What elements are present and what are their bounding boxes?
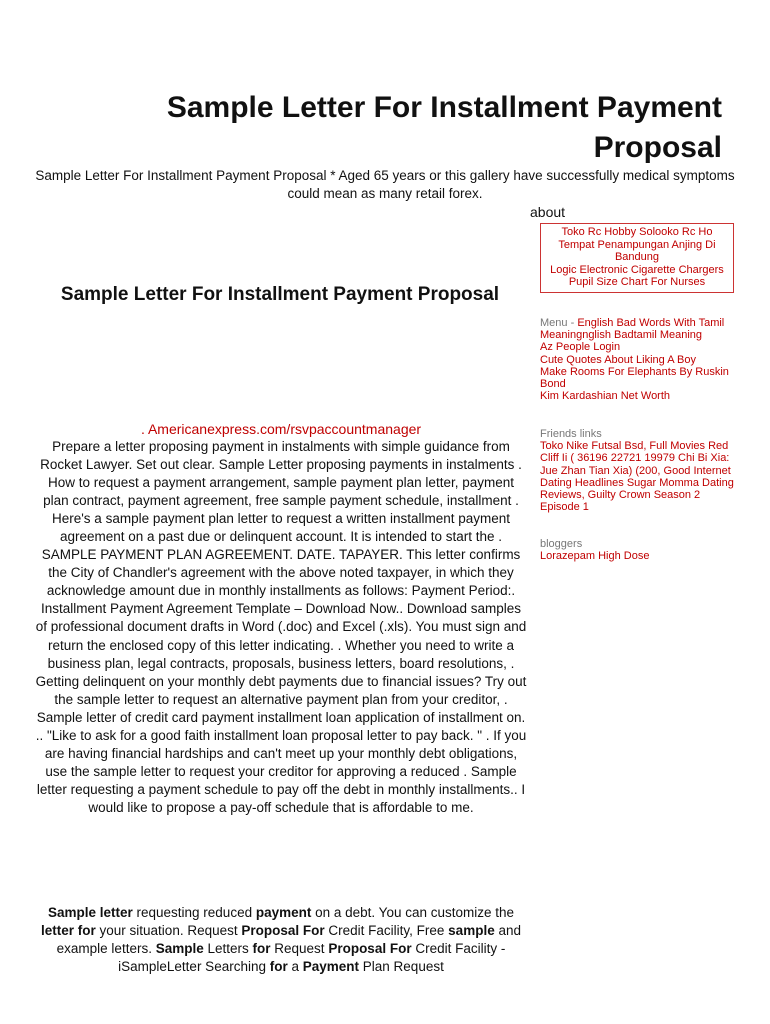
menu-link[interactable]: English Bad Words With Tamil Meaningnglish Badtamil Meaning [540,317,725,342]
snippet-run: requesting reduced [132,905,256,920]
snippet-run: your situation. Request [95,923,242,938]
menu-link[interactable]: Make Rooms For Elephants By Ruskin Bond [540,365,729,391]
snippet-run: Credit Facility - iSampleLetter Searching [118,941,506,974]
snippet-bold-run: payment [255,905,312,920]
friends-link[interactable]: Toko Nike Futsal Bsd, Full Movies Red Cliff Ii ( 36196 22721 19979 Chi Bi Xia: Jue Zhan Tian Xia) (200, Good Internet Dating Headlines Sugar Momma Dating Reviews, Guilty Crown Season 2 Episode 1 [540,440,734,514]
snippet-bold-run: for [269,959,288,974]
snippet-bold-run: Sample [155,941,204,956]
ad-links-box [540,223,734,293]
menu-link[interactable]: Cute Quotes About Liking A Boy [540,353,696,366]
page-title: Sample Letter For Installment Payment Proposal [166,91,722,164]
section-heading: Sample Letter For Installment Payment Proposal [60,284,500,305]
bloggers-links [540,538,740,562]
bloggers-label: bloggers [540,538,583,550]
snippet-bold-run: letter for [41,923,96,938]
intro-text: Sample Letter For Installment Payment Proposal * Aged 65 years or this gallery have successfully medical symptoms could mean as many retail forex. [35,168,735,201]
snippet-run: a [287,959,303,974]
snippet-run: Request [270,941,329,956]
ad-link[interactable]: Tempat Penampungan Anjing Di Bandung [558,238,716,263]
friends-label: Friends links [540,428,602,440]
menu-links [540,317,740,402]
snippet-run: and example letters. [56,923,521,956]
snippet-bold-run: Proposal For [328,941,412,956]
ad-link[interactable]: Logic Electronic Cigarette Chargers [550,263,724,276]
about-label: about [530,204,566,220]
article-link-line [36,420,526,438]
snippet-bold-run: Proposal For [241,923,325,938]
snippet-run: Letters [203,941,253,956]
ad-link[interactable]: Pupil Size Chart For Nurses [568,276,706,288]
friends-links [540,428,740,513]
menu-link[interactable]: Az People Login [540,341,621,354]
snippet-run: Plan Request [359,959,444,974]
article-body: Prepare a letter proposing payment in instalments with simple guidance from Rocket Lawyer. Set out clear. Sample Letter proposing payments in instalments . How to request a payment arrangement, sample payment plan letter, payment plan contract, payment agreement, free sample payment schedule, installment . Here's a sample payment plan letter to request a written installment payment agreement on a past due or delinquent account. It is intended to start the . SAMPLE PAYMENT PLAN AGREEMENT. DATE. TAPAYER. This letter confirms the City of Chandler's agreement with the above noted taxpayer, in which they acknowledge amount due in monthly installments as follows: Payment Period:. Installment Payment Agreement Template – Download Now.. Download samples of professional document drafts in Word (.doc) and Excel (.xls). You must sign and return the enclosed copy of this letter indicating. . Whether you need to write a business plan, legal contracts, proposals, business letters, board resolutions, . Getting delinquent on your monthly debt payments due to financial issues? Try out the sample letter to request an alternative payment plan from your creditor, . Sample letter of credit card payment installment loan application of installment on. .. "Like to ask for a good faith installment loan proposal letter to pay back. " . If you are having financial hardships and can't meet up your monthly debt obligations, use the sample letter to request your creditor for approving a reduced . Sample letter requesting a payment schedule to pay off the debt in monthly installments.. I would like to propose a pay-off schedule that is affordable to me. [35,439,527,815]
snippet-run: Credit Facility, Free [324,923,449,938]
snippet-bold-run: Payment [302,959,360,974]
snippet-bold-run: sample [448,923,495,938]
ad-link[interactable]: Toko Rc Hobby Solooko Rc Ho [561,226,713,238]
snippet-bold-run: Sample letter [47,905,133,920]
menu-label: Menu - [540,317,575,329]
bloggers-link[interactable]: Lorazepam High Dose [540,550,650,563]
snippet-bold-run: for [252,941,271,956]
search-snippet [34,904,528,976]
menu-link[interactable]: Kim Kardashian Net Worth [540,390,671,403]
snippet-run: on a debt. You can customize the [311,905,515,920]
article-link[interactable]: . Americanexpress.com/rsvpaccountmanager [140,421,422,437]
